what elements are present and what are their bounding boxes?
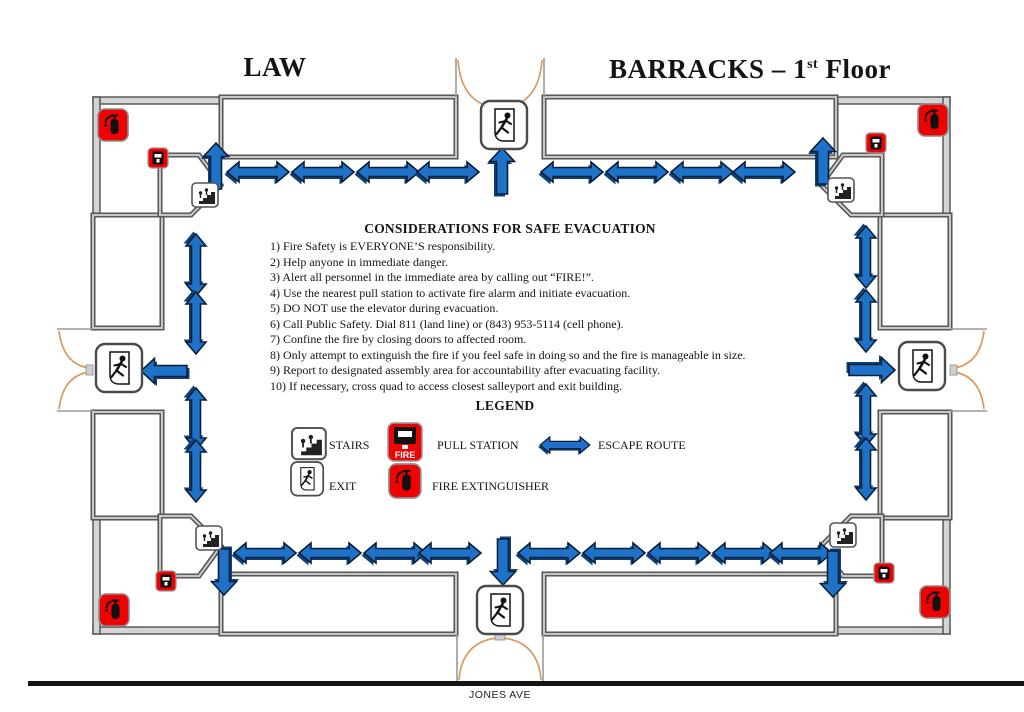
escape-route-arrow [854, 288, 877, 353]
escape-route-arrow [711, 543, 776, 566]
exit-sign-icon [477, 586, 523, 634]
escape-route-arrow [184, 290, 207, 355]
escape-route-arrow [362, 543, 427, 566]
legend-label-fire-extinguisher: FIRE EXTINGUISHER [432, 479, 549, 493]
escape-route-arrow [184, 438, 207, 503]
escape-route-arrow [854, 224, 877, 289]
legend-label-escape-route: ESCAPE ROUTE [598, 438, 686, 452]
escape-route-arrow [290, 162, 355, 185]
escape-route-arrow [539, 162, 604, 185]
door-swing-left [57, 329, 93, 411]
considerations-list [270, 239, 746, 394]
exit-direction-arrow [487, 148, 515, 197]
legend-title: LEGEND [475, 398, 535, 413]
door-swing-right [950, 329, 987, 411]
consideration-item: 3) Alert all personnel in the immediate area by calling out “FIRE!”. [270, 270, 594, 284]
legend-fire-extinguisher-icon [389, 464, 421, 498]
building-title-right-superscript: st [807, 57, 819, 72]
fire-extinguisher-icon [99, 594, 129, 626]
legend-escape-route-arrow [538, 437, 590, 455]
pull-station-icon [866, 133, 886, 153]
escape-route-arrow [669, 162, 734, 185]
exit-direction-arrow [491, 537, 519, 586]
consideration-item: 5) DO NOT use the elevator during evacuation. [270, 301, 499, 315]
legend-pull-station-icon [388, 423, 422, 461]
escape-route-arrow [355, 162, 420, 185]
fire-extinguisher-icon [920, 586, 950, 618]
building-title-right [570, 54, 930, 85]
escape-route-arrow [854, 436, 877, 501]
escape-route-arrow [516, 543, 581, 566]
fire-extinguisher-icon [98, 109, 128, 141]
legend-exit-icon [291, 462, 323, 496]
escape-route-arrow [184, 232, 207, 297]
pull-station-icon [148, 148, 168, 168]
legend-label-pull-station: PULL STATION [437, 438, 519, 452]
pull-station-icon [156, 571, 176, 591]
street-line [28, 681, 1024, 686]
building-title-right-rest: Floor [818, 54, 891, 84]
escape-route-arrow [768, 543, 833, 566]
considerations-title: CONSIDERATIONS FOR SAFE EVACUATION [364, 221, 656, 236]
legend-label-stairs: STAIRS [329, 438, 370, 452]
escape-route-arrow [232, 543, 297, 566]
consideration-item: 7) Confine the fire by closing doors to affected room. [270, 332, 527, 346]
exit-sign-icon [481, 101, 527, 149]
stairs-icon [192, 183, 218, 207]
consideration-item: 8) Only attempt to extinguish the fire if you feel safe in doing so and the fire is manageable in size. [270, 347, 746, 362]
street-name: JONES AVE [468, 689, 532, 701]
consideration-item: 10) If necessary, cross quad to access closest salleyport and exit building. [270, 378, 623, 393]
building-title-right-main: BARRACKS – 1 [609, 54, 808, 84]
legend-pull-station-fire-text: FIRE [394, 450, 416, 460]
exit-direction-arrow [847, 355, 896, 383]
escape-route-arrow [854, 382, 877, 447]
stairs-icon [828, 178, 854, 202]
consideration-item: 9) Report to designated assembly area for accountability after evacuating facility. [270, 363, 661, 377]
stairs-icon [196, 526, 222, 550]
stairs-icon [830, 523, 856, 547]
escape-route-arrow [646, 543, 711, 566]
fire-extinguisher-icon [918, 104, 948, 136]
building-title-left: LAW [243, 52, 307, 82]
escape-route-arrow [415, 162, 480, 185]
consideration-item: 2) Help anyone in immediate danger. [270, 254, 448, 269]
escape-route-arrow [604, 162, 669, 185]
pull-station-icon [874, 563, 894, 583]
legend-stairs-icon [292, 428, 326, 459]
legend-label-exit: EXIT [329, 479, 357, 493]
exit-sign-icon [96, 344, 142, 392]
escape-route-arrow [297, 543, 362, 566]
consideration-item: 4) Use the nearest pull station to activate fire alarm and initiate evacuation. [270, 285, 631, 300]
exit-direction-arrow [141, 359, 190, 387]
escape-route-arrow [417, 543, 482, 566]
exit-sign-icon [899, 342, 945, 390]
escape-route-arrow [581, 543, 646, 566]
door-swing-bottom [457, 633, 543, 682]
escape-route-arrow [225, 162, 290, 185]
consideration-item: 1) Fire Safety is EVERYONE’S responsibility. [270, 239, 496, 253]
escape-route-arrow [731, 162, 796, 185]
consideration-item: 6) Call Public Safety. Dial 811 (land line) or (843) 953-5114 (cell phone). [270, 316, 624, 331]
